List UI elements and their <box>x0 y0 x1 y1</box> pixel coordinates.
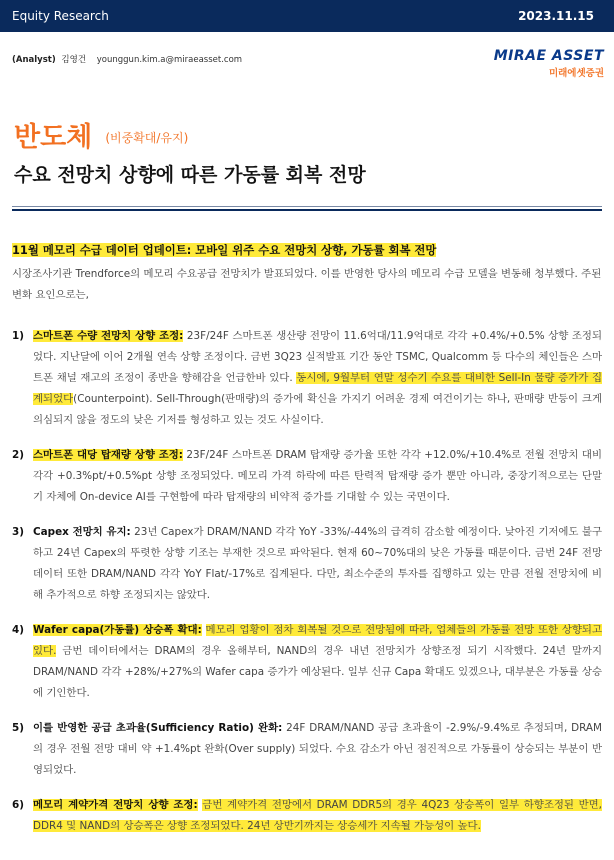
item-text <box>33 620 602 704</box>
item-number: 1) <box>12 330 24 342</box>
divider-thick <box>12 209 602 211</box>
list-item <box>12 620 602 704</box>
item-number: 3) <box>12 526 24 538</box>
section-title <box>12 240 602 261</box>
section-intro: 시장조사기관 Trendforce의 메모리 수요공급 전망치가 발표되었다. 이를 반영한 당사의 메모리 수급 모델을 변동해 청부했다. 주된 변화 요인으로는, <box>12 268 602 301</box>
item-text <box>33 795 602 837</box>
report-body <box>12 240 602 851</box>
sector-title <box>14 115 188 154</box>
item-number: 5) <box>12 722 24 734</box>
item-text <box>33 445 602 508</box>
item-heading: 스마트폰 대당 탑재량 상향 조정: <box>33 449 183 461</box>
item-number: 4) <box>12 624 24 636</box>
item-body-tail: (Counterpoint). Sell-Through(판매량)의 증가에 확신을 가지기 어려운 경제 여건이기는 하나, 판매량 반등이 크게 의심되지 않을 정도의 낮은 기저를 형성하고 있는 것도 사실이다. <box>33 393 602 426</box>
item-number: 6) <box>12 799 24 811</box>
item-body: 24F DRAM/NAND 공급 초과율이 -2.9%/-9.4%로 추정되며, DRAM의 경우 전월 전망 대비 약 +1.4%pt 완화(Over supply) 되었다. 수요 감소가 아닌 점진적으로 가동률이 상승되는 부분이 반영되었다. <box>33 722 602 776</box>
analyst-email[interactable]: younggun.kim.a@miraeasset.com <box>96 55 243 65</box>
item-heading: 이를 반영한 공급 초과율(Sufficiency Ratio) 완화: <box>33 722 283 734</box>
analyst-name: 김영건 <box>61 55 87 65</box>
mirae-asset-logo <box>494 48 604 79</box>
report-date: 2023.11.15 <box>518 9 594 23</box>
section-title-highlight: 11월 메모리 수급 데이터 업데이트: 모바일 위주 수요 전망치 상향, 가동률 회복 전망 <box>12 243 437 257</box>
item-body: 23년 Capex가 DRAM/NAND 각각 YoY -33%/-44%의 급격히 감소할 예정이다. 낮아진 기저에도 불구하고 24년 Capex의 뚜렷한 상향 기조는 부재한 것으로 파악된다. 현재 60~70%대의 낮은 가동률 때문이다. 금번 24F 전망 데이터 또한 DRAM/NAND 각각 YoY Flat/-17%로 집계된다. 다만, 최소수준의 투자를 집행하고 있는 만큼 전월 전망치에 비해 추가적으로 하향 조정되지는 않았다. <box>33 526 602 601</box>
divider <box>12 206 602 207</box>
list-item <box>12 326 602 431</box>
list-item <box>12 445 602 508</box>
logo-sub: 미래에셋증권 <box>548 68 604 79</box>
sector-rating: (비중확대/유지) <box>105 131 189 145</box>
item-text <box>33 326 602 431</box>
list-item <box>12 718 602 781</box>
report-header-bar <box>0 0 614 32</box>
item-body: 23F/24F 스마트폰 생산량 전망이 11.6억대/11.9억대로 각각 +0.4%/+0.5% 상향 조정되었다. 지난달에 이어 2개월 연속 상향 조정이다. 금번 3Q23 실적발표 기간 동안 TSMC, Qualcomm 등 다수의 체인들은 스마트폰 채널 재고의 조정이 종반을 향해감을 언급한바 있다. <box>33 330 602 384</box>
item-text <box>33 718 602 781</box>
analyst-info <box>12 53 242 65</box>
findings-list <box>12 326 602 837</box>
item-body <box>202 624 206 636</box>
item-text <box>33 522 602 606</box>
sector-name: 반도체 <box>14 122 93 153</box>
item-body: 23F/24F 스마트폰 DRAM 탑재량 증가율 또한 각각 +12.0%/+10.4%로 전월 전망치 대비 각각 +0.3%pt/+0.5%pt 상향 조정되었다. 메모리 가격 하락에 따른 탄력적 탑재량 증가 뿐만 아니라, 중장기적으로는 단말기 자체에 On-device AI를 구현함에 따라 탑재량의 비약적 증가를 기대할 수 있는 국면이다. <box>33 449 602 503</box>
logo-brand: MIRAE ASSET <box>493 48 604 64</box>
item-number: 2) <box>12 449 24 461</box>
report-category: Equity Research <box>12 9 109 23</box>
analyst-role: (Analyst) <box>12 55 56 65</box>
report-headline: 수요 전망치 상향에 따른 가동률 회복 전망 <box>14 164 366 186</box>
item-body-tail: 금번 데이터에서는 DRAM의 경우 올해부터, NAND의 경우 내년 전망치가 상향조정 되기 시작했다. 24년 말까지 DRAM/NAND 각각 +28%/+27%의 Wafer capa 증가가 예상된다. 일부 신규 Capa 확대도 있겠으나, 대부분은 가동률 상승에 기인한다. <box>33 645 602 699</box>
item-heading: Wafer capa(가동률) 상승폭 확대: <box>33 624 202 636</box>
item-heading: Capex 전망치 유지: <box>33 526 131 538</box>
item-highlight: 동시에, 9월부터 연말 성수기 수요를 대비한 Sell-In 물량 증가가 집계되었다 <box>33 372 602 405</box>
item-highlight: 메모리 업황이 점차 회복될 것으로 전망됨에 따라, 업체들의 가동률 전망 또한 상향되고 있다. <box>33 624 602 657</box>
item-heading: 메모리 계약가격 전망치 상향 조정: <box>33 799 198 811</box>
item-highlight: 금번 계약가격 전망에서 DRAM DDR5의 경우 4Q23 상승폭이 일부 하향조정된 반면, DDR4 및 NAND의 상승폭은 상향 조정되었다. 24년 상반기까지는 상승세가 지속될 가능성이 높다. <box>33 799 602 832</box>
list-item <box>12 795 602 837</box>
list-item <box>12 522 602 606</box>
item-heading: 스마트폰 수량 전망치 상향 조정: <box>33 330 184 342</box>
